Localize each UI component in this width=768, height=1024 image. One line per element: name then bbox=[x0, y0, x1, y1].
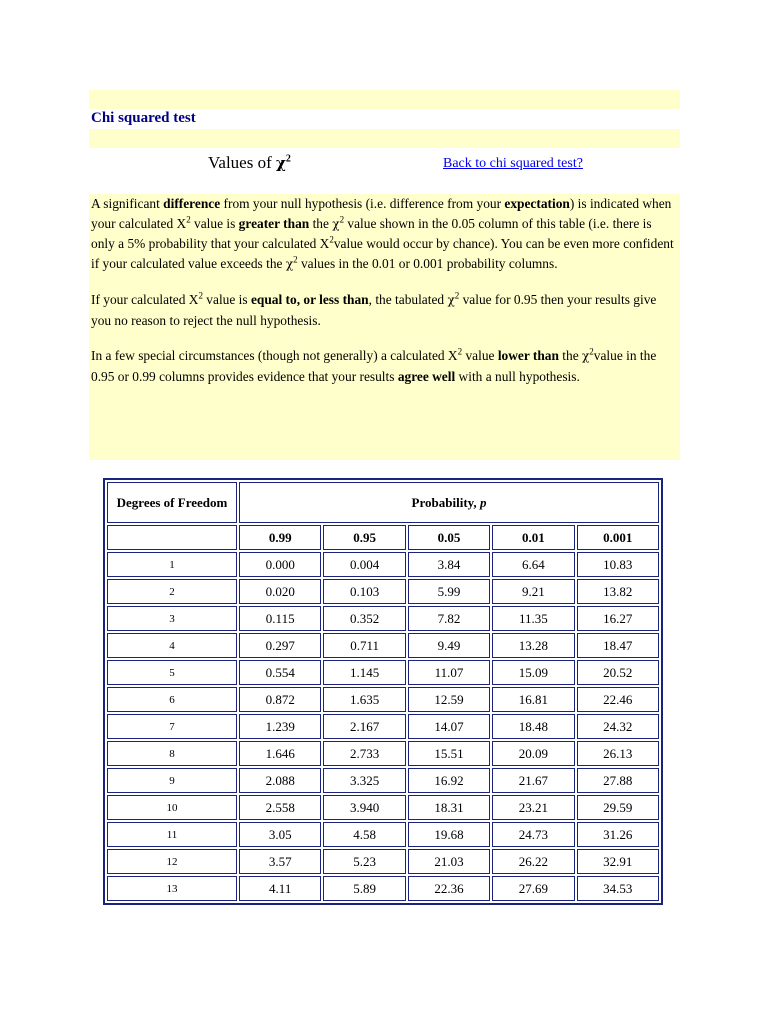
probability-cell: 0.01 bbox=[492, 525, 574, 550]
probability-row bbox=[107, 525, 659, 550]
value-cell: 1.646 bbox=[239, 741, 321, 766]
value-cell: 21.67 bbox=[492, 768, 574, 793]
chi-symbol: χ bbox=[332, 216, 340, 231]
text-run: A significant bbox=[91, 196, 164, 211]
superscript: 2 bbox=[454, 290, 460, 301]
value-cell: 1.635 bbox=[323, 687, 405, 712]
df-cell: 12 bbox=[107, 849, 237, 874]
df-cell: 11 bbox=[107, 822, 237, 847]
chi-symbol: χ bbox=[275, 154, 286, 172]
value-cell: 13.82 bbox=[577, 579, 659, 604]
value-cell: 16.92 bbox=[408, 768, 490, 793]
value-cell: 27.69 bbox=[492, 876, 574, 901]
text-run: the bbox=[309, 215, 333, 231]
page-title: Chi squared test bbox=[91, 110, 196, 126]
superscript: 2 bbox=[329, 234, 334, 245]
text-run: value is bbox=[202, 292, 251, 307]
df-cell: 8 bbox=[107, 741, 237, 766]
superscript: 2 bbox=[457, 346, 463, 357]
explanation-paragraph-reject bbox=[91, 290, 678, 330]
value-cell: 24.73 bbox=[492, 822, 574, 847]
df-header: Degrees of Freedom bbox=[107, 482, 237, 523]
value-cell: 21.03 bbox=[408, 849, 490, 874]
value-cell: 0.004 bbox=[323, 552, 405, 577]
text-run: values in the 0.01 or 0.001 probability columns. bbox=[297, 255, 558, 271]
value-cell: 20.52 bbox=[577, 660, 659, 685]
value-cell: 5.99 bbox=[408, 579, 490, 604]
value-cell: 0.020 bbox=[239, 579, 321, 604]
emphasis-text: greater than bbox=[238, 215, 310, 231]
value-cell: 15.51 bbox=[408, 741, 490, 766]
table-row bbox=[107, 552, 659, 577]
text-run: value would occur by chance). You can be even more confident if your calculated value exceeds the bbox=[91, 236, 674, 271]
value-cell: 3.940 bbox=[323, 795, 405, 820]
explanation-paragraph-agree bbox=[91, 346, 678, 386]
value-cell: 22.36 bbox=[408, 876, 490, 901]
probability-cell: 0.99 bbox=[239, 525, 321, 550]
value-cell: 13.28 bbox=[492, 633, 574, 658]
value-cell: 23.21 bbox=[492, 795, 574, 820]
value-cell: 2.088 bbox=[239, 768, 321, 793]
value-cell: 4.11 bbox=[239, 876, 321, 901]
value-cell: 31.26 bbox=[577, 822, 659, 847]
header-band-bottom bbox=[89, 129, 680, 148]
value-cell: 3.325 bbox=[323, 768, 405, 793]
value-cell: 3.57 bbox=[239, 849, 321, 874]
df-cell: 10 bbox=[107, 795, 237, 820]
df-cell: 2 bbox=[107, 579, 237, 604]
value-cell: 24.32 bbox=[577, 714, 659, 739]
text-run: ) is indicated when your calculated X bbox=[91, 196, 672, 231]
text-run: value in the 0.95 or 0.99 columns provides evidence that your results bbox=[91, 348, 657, 384]
value-cell: 26.22 bbox=[492, 849, 574, 874]
value-cell: 22.46 bbox=[577, 687, 659, 712]
text-run: the bbox=[558, 348, 583, 363]
value-cell: 0.115 bbox=[239, 606, 321, 631]
table-row bbox=[107, 876, 659, 901]
df-cell: 13 bbox=[107, 876, 237, 901]
value-cell: 16.81 bbox=[492, 687, 574, 712]
chi-symbol: χ bbox=[447, 293, 455, 307]
value-cell: 14.07 bbox=[408, 714, 490, 739]
explanation-box bbox=[89, 194, 680, 460]
value-cell: 19.68 bbox=[408, 822, 490, 847]
emphasis-text: lower than bbox=[497, 348, 559, 363]
value-cell: 7.82 bbox=[408, 606, 490, 631]
superscript: 2 bbox=[339, 214, 345, 225]
value-cell: 0.103 bbox=[323, 579, 405, 604]
text-run: from your null hypothesis (i.e. difference from your bbox=[220, 196, 505, 211]
df-cell: 9 bbox=[107, 768, 237, 793]
value-cell: 18.31 bbox=[408, 795, 490, 820]
probability-symbol: p bbox=[479, 494, 487, 510]
table-row bbox=[107, 849, 659, 874]
probability-header bbox=[239, 482, 659, 523]
value-cell: 5.89 bbox=[323, 876, 405, 901]
values-of-label: Values of bbox=[208, 153, 272, 172]
superscript: 2 bbox=[293, 254, 298, 265]
text-run: with a null hypothesis. bbox=[455, 368, 580, 384]
value-cell: 16.27 bbox=[577, 606, 659, 631]
probability-cell: 0.05 bbox=[408, 525, 490, 550]
value-cell: 0.000 bbox=[239, 552, 321, 577]
value-cell: 0.554 bbox=[239, 660, 321, 685]
value-cell: 2.558 bbox=[239, 795, 321, 820]
value-cell: 0.872 bbox=[239, 687, 321, 712]
value-cell: 12.59 bbox=[408, 687, 490, 712]
emphasis-text: equal to, or less than bbox=[250, 292, 369, 307]
value-cell: 0.352 bbox=[323, 606, 405, 631]
table-row bbox=[107, 822, 659, 847]
value-cell: 5.23 bbox=[323, 849, 405, 874]
df-cell: 7 bbox=[107, 714, 237, 739]
text-run: value is bbox=[190, 215, 239, 231]
value-cell: 18.47 bbox=[577, 633, 659, 658]
superscript: 2 bbox=[589, 346, 594, 357]
value-cell: 26.13 bbox=[577, 741, 659, 766]
value-cell: 1.239 bbox=[239, 714, 321, 739]
superscript: 2 bbox=[198, 290, 203, 301]
header-band-top bbox=[89, 90, 680, 109]
value-cell: 27.88 bbox=[577, 768, 659, 793]
df-cell: 1 bbox=[107, 552, 237, 577]
table-header-row bbox=[107, 482, 659, 523]
value-cell: 0.711 bbox=[323, 633, 405, 658]
probability-cell: 0.95 bbox=[323, 525, 405, 550]
value-cell: 0.297 bbox=[239, 633, 321, 658]
text-run: If your calculated X bbox=[91, 292, 199, 307]
table-row bbox=[107, 795, 659, 820]
explanation-paragraph-significant bbox=[91, 194, 678, 274]
df-cell: 4 bbox=[107, 633, 237, 658]
value-cell: 15.09 bbox=[492, 660, 574, 685]
chi-power: 2 bbox=[285, 153, 291, 165]
table-row bbox=[107, 660, 659, 685]
emphasis-text: expectation bbox=[504, 196, 570, 211]
table-row bbox=[107, 687, 659, 712]
df-cell: 6 bbox=[107, 687, 237, 712]
value-cell: 11.07 bbox=[408, 660, 490, 685]
value-cell: 3.05 bbox=[239, 822, 321, 847]
back-to-chi-squared-link[interactable]: Back to chi squared test? bbox=[443, 156, 583, 171]
table-row bbox=[107, 768, 659, 793]
value-cell: 29.59 bbox=[577, 795, 659, 820]
value-cell: 2.733 bbox=[323, 741, 405, 766]
value-cell: 11.35 bbox=[492, 606, 574, 631]
superscript: 2 bbox=[186, 214, 191, 225]
emphasis-text: agree well bbox=[397, 368, 456, 384]
value-cell: 18.48 bbox=[492, 714, 574, 739]
value-cell: 9.49 bbox=[408, 633, 490, 658]
value-cell: 1.145 bbox=[323, 660, 405, 685]
probability-header-label: Probability, bbox=[411, 494, 480, 510]
value-cell: 3.84 bbox=[408, 552, 490, 577]
probability-row-blank bbox=[107, 525, 237, 550]
table-row bbox=[107, 579, 659, 604]
table-row bbox=[107, 714, 659, 739]
text-run: In a few special circumstances (though not generally) a calculated X bbox=[91, 348, 458, 363]
table-row bbox=[107, 633, 659, 658]
value-cell: 4.58 bbox=[323, 822, 405, 847]
value-cell: 20.09 bbox=[492, 741, 574, 766]
value-cell: 34.53 bbox=[577, 876, 659, 901]
value-cell: 32.91 bbox=[577, 849, 659, 874]
value-cell: 9.21 bbox=[492, 579, 574, 604]
text-run: , the tabulated bbox=[368, 292, 448, 307]
chi-squared-table bbox=[103, 478, 663, 905]
text-run: value shown in the 0.05 column of this table (i.e. there is only a 5% probability that your calculated X bbox=[91, 215, 652, 251]
value-cell: 10.83 bbox=[577, 552, 659, 577]
chi-symbol: χ bbox=[285, 256, 294, 271]
emphasis-text: difference bbox=[163, 196, 221, 211]
value-cell: 2.167 bbox=[323, 714, 405, 739]
value-cell: 6.64 bbox=[492, 552, 574, 577]
text-run: value for 0.95 then your results give you no reason to reject the null hypothesis. bbox=[91, 292, 657, 328]
text-run: value bbox=[462, 348, 498, 363]
values-of-heading bbox=[208, 153, 291, 173]
probability-cell: 0.001 bbox=[577, 525, 659, 550]
df-cell: 3 bbox=[107, 606, 237, 631]
table-row bbox=[107, 741, 659, 766]
chi-symbol: χ bbox=[582, 349, 590, 363]
table-row bbox=[107, 606, 659, 631]
df-cell: 5 bbox=[107, 660, 237, 685]
